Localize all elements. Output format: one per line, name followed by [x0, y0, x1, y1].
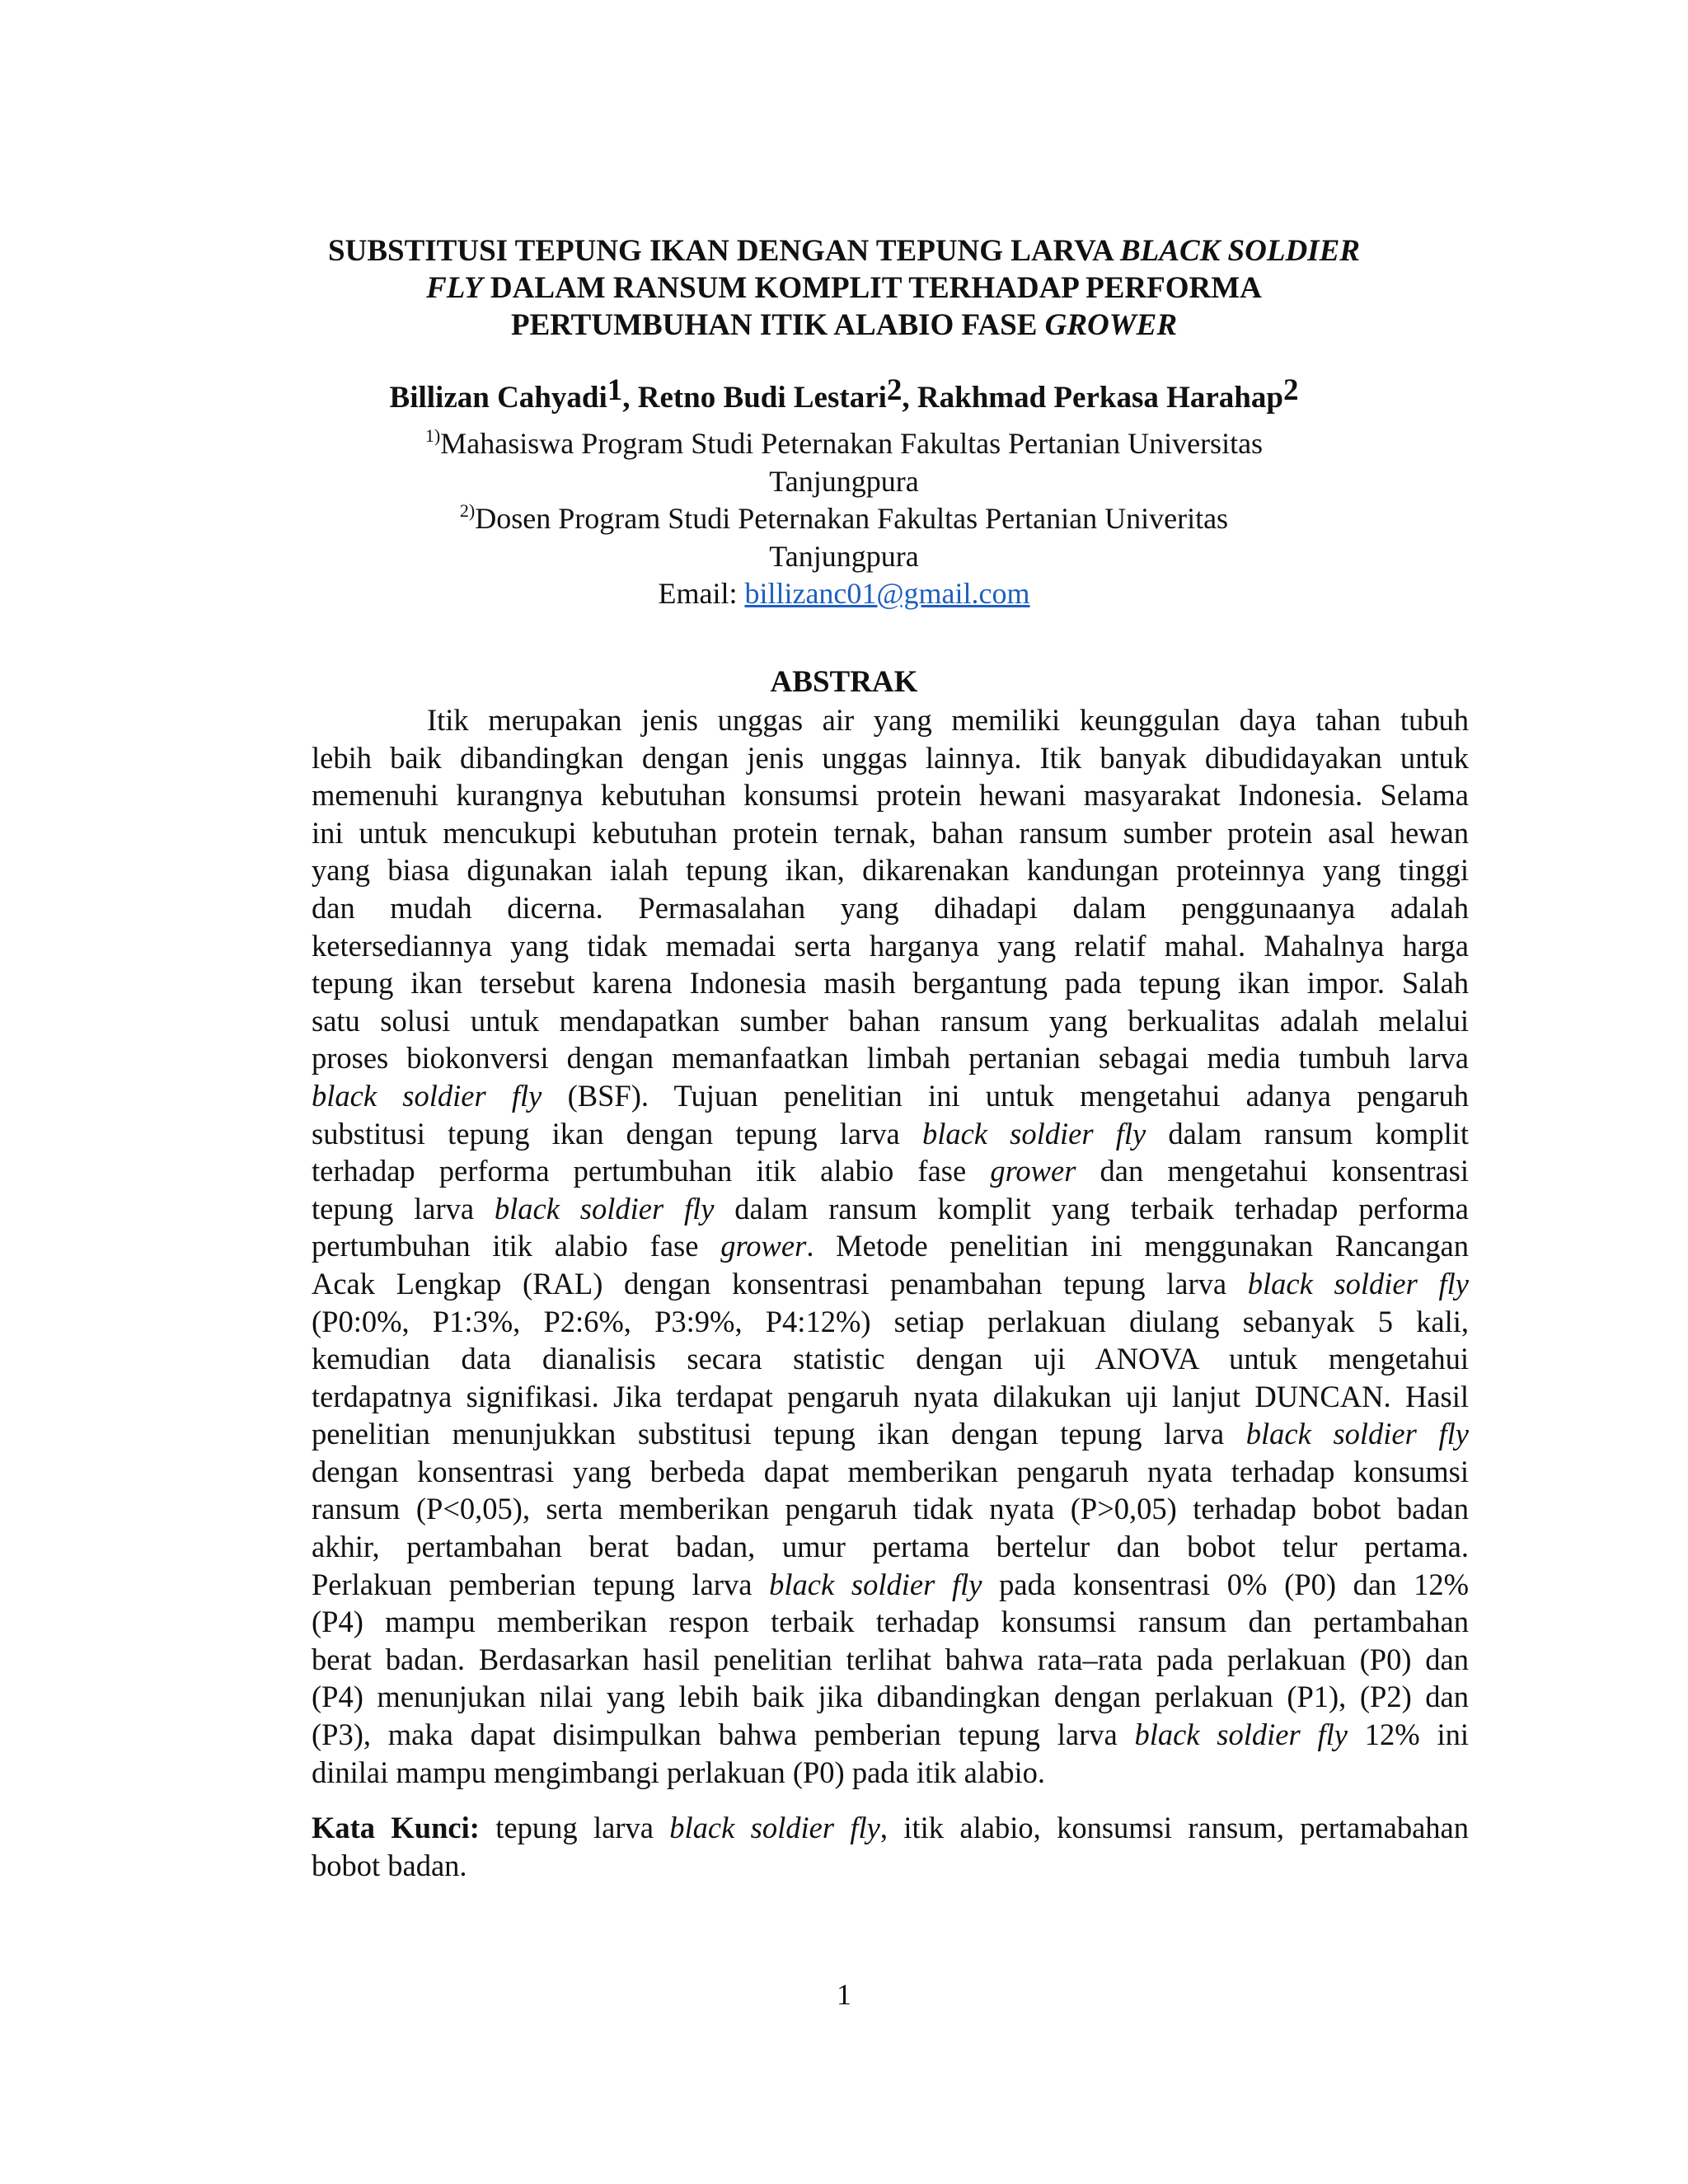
keywords-line: Kata Kunci: tepung larva black soldier fly, itik alabio, konsumsi ransum, pertamabahan — [312, 1811, 1469, 1844]
author-affiliation-mark: 1 — [607, 373, 623, 407]
keywords — [312, 1809, 1469, 1884]
email-link[interactable]: billizanc01@gmail.com — [744, 577, 1030, 610]
abstract-line: substitusi tepung ikan dengan tepung larva black soldier fly dalam ransum komplit — [312, 1116, 1469, 1151]
abstract-line: ini untuk mencukupi kebutuhan protein ternak, bahan ransum sumber protein asal hewan — [312, 815, 1469, 850]
abstract-line: lebih baik dibandingkan dengan jenis unggas lainnya. Itik banyak dibudidayakan untuk — [312, 740, 1469, 775]
abstract-line: yang biasa digunakan ialah tepung ikan, dikarenakan kandungan proteinnya yang tinggi — [312, 853, 1469, 888]
italic-term: black soldier fly — [769, 1567, 982, 1601]
affiliations — [247, 425, 1441, 613]
abstract-line: black soldier fly (BSF). Tujuan penelitian ini untuk mengetahui adanya pengaruh — [312, 1078, 1470, 1113]
italic-term: black soldier fly — [1245, 1417, 1469, 1451]
affiliation-line: Tanjungpura — [769, 464, 919, 498]
paper-title — [247, 232, 1441, 344]
title-line: PERTUMBUHAN ITIK ALABIO FASE GROWER — [510, 308, 1178, 342]
abstract-line: penelitian menunjukkan substitusi tepung ikan dengan tepung larva black soldier fly — [312, 1417, 1469, 1451]
italic-term: black soldier fly — [312, 1078, 542, 1113]
abstract-line: memenuhi kurangnya kebutuhan konsumsi protein hewani masyarakat Indonesia. Selama — [312, 778, 1469, 813]
page-number: 1 — [837, 1978, 851, 2011]
affiliation-line: $^{1)}$Mahasiswa Program Studi Peternakan Fakultas Pertanian Universitas — [424, 425, 1264, 460]
abstract-body — [312, 701, 1469, 1791]
abstract-line: berat badan. Berdasarkan hasil penelitian terlihat bahwa rata–rata pada perlakuan (P0) dan — [312, 1642, 1469, 1676]
abstract-line: tepung ikan tersebut karena Indonesia masih bergantung pada tepung ikan impor. Salah — [312, 966, 1469, 1001]
author-name: Billizan Cahyadi — [389, 381, 607, 415]
abstract-line: (P4) menunjukan nilai yang lebih baik jika dibandingkan dengan perlakuan (P1), (P2) dan — [312, 1680, 1469, 1714]
abstract-line: ransum (P<0,05), serta memberikan pengaruh tidak nyata (P>0,05) terhadap bobot badan — [312, 1492, 1469, 1526]
keywords-line: bobot badan. — [312, 1848, 467, 1882]
author-list: Billizan Cahyadi$^1$, Retno Budi Lestari$^2$, Rakhmad Perkasa Harahap$^2$ — [389, 373, 1299, 415]
abstract-heading: ABSTRAK — [770, 665, 918, 699]
email-line: Email: billizanc01@gmail.com — [658, 577, 1030, 610]
abstract-line: kemudian data dianalisis secara statistic dengan uji ANOVA untuk mengetahui — [312, 1342, 1469, 1376]
italic-term: black soldier fly — [921, 1116, 1146, 1151]
abstract-line: dinilai mampu mengimbangi perlakuan (P0) pada itik alabio. — [312, 1755, 1045, 1789]
italic-term: black soldier fly — [1134, 1718, 1348, 1752]
abstract-line: (P4) mampu memberikan respon terbaik terhadap konsumsi ransum dan pertambahan — [312, 1605, 1469, 1639]
italic-term: black soldier fly — [494, 1191, 715, 1226]
abstract-line: ketersediannya yang tidak memadai serta harganya yang relatif mahal. Mahalnya harga — [312, 928, 1469, 963]
abstract-line: dengan konsentrasi yang berbeda dapat memberikan pengaruh nyata terhadap konsumsi — [312, 1454, 1469, 1488]
keywords-label: Kata Kunci: — [312, 1811, 480, 1844]
italic-term: black soldier fly — [1247, 1266, 1469, 1301]
italic-term: grower — [990, 1154, 1076, 1188]
affiliation-line: $^{2)}$Dosen Program Studi Peternakan Fakultas Pertanian Univeritas — [459, 500, 1229, 535]
title-line: SUBSTITUSI TEPUNG IKAN DENGAN TEPUNG LARVA BLACK SOLDIER — [328, 234, 1360, 268]
abstract-line: akhir, pertambahan berat badan, umur pertama bertelur dan bobot telur pertama. — [312, 1530, 1469, 1564]
abstract-line: Itik merupakan jenis unggas air yang memiliki keunggulan daya tahan tubuh — [427, 703, 1469, 737]
abstract-line: tepung larva black soldier fly dalam ransum komplit yang terbaik terhadap performa — [312, 1191, 1469, 1226]
title-line: FLY DALAM RANSUM KOMPLIT TERHADAP PERFORMA — [426, 271, 1262, 305]
author-affiliation-mark: 2 — [886, 373, 903, 407]
abstract-line: satu solusi untuk mendapatkan sumber bahan ransum yang berkualitas adalah melalui — [312, 1003, 1469, 1038]
abstract-line: dan mudah dicerna. Permasalahan yang dihadapi dalam penggunaanya adalah — [312, 890, 1469, 925]
abstract-line: terhadap performa pertumbuhan itik alabio fase grower dan mengetahui konsentrasi — [312, 1154, 1469, 1188]
abstract-line: Acak Lengkap (RAL) dengan konsentrasi penambahan tepung larva black soldier fly — [312, 1266, 1469, 1301]
abstract-line: Perlakuan pemberian tepung larva black soldier fly pada konsentrasi 0% (P0) dan 12% — [312, 1567, 1469, 1601]
abstract-line: (P3), maka dapat disimpulkan bahwa pemberian tepung larva black soldier fly 12% ini — [312, 1718, 1470, 1752]
abstract-line: terdapatnya signifikasi. Jika terdapat pengaruh nyata dilakukan uji lanjut DUNCAN. Hasil — [312, 1379, 1469, 1413]
affiliation-line: Tanjungpura — [769, 539, 919, 573]
author-name: Retno Budi Lestari — [637, 381, 887, 415]
abstract-line: pertumbuhan itik alabio fase grower. Metode penelitian ini menggunakan Rancangan — [312, 1229, 1470, 1263]
abstract-line: (P0:0%, P1:3%, P2:6%, P3:9%, P4:12%) setiap perlakuan diulang sebanyak 5 kali, — [312, 1304, 1469, 1338]
author-affiliation-mark: 2 — [1282, 373, 1299, 407]
italic-term: grower — [720, 1229, 807, 1263]
author-name: Rakhmad Perkasa Harahap — [917, 381, 1283, 415]
italic-term: black soldier fly — [669, 1811, 880, 1844]
abstract-line: proses biokonversi dengan memanfaatkan limbah pertanian sebagai media tumbuh larva — [312, 1041, 1469, 1076]
